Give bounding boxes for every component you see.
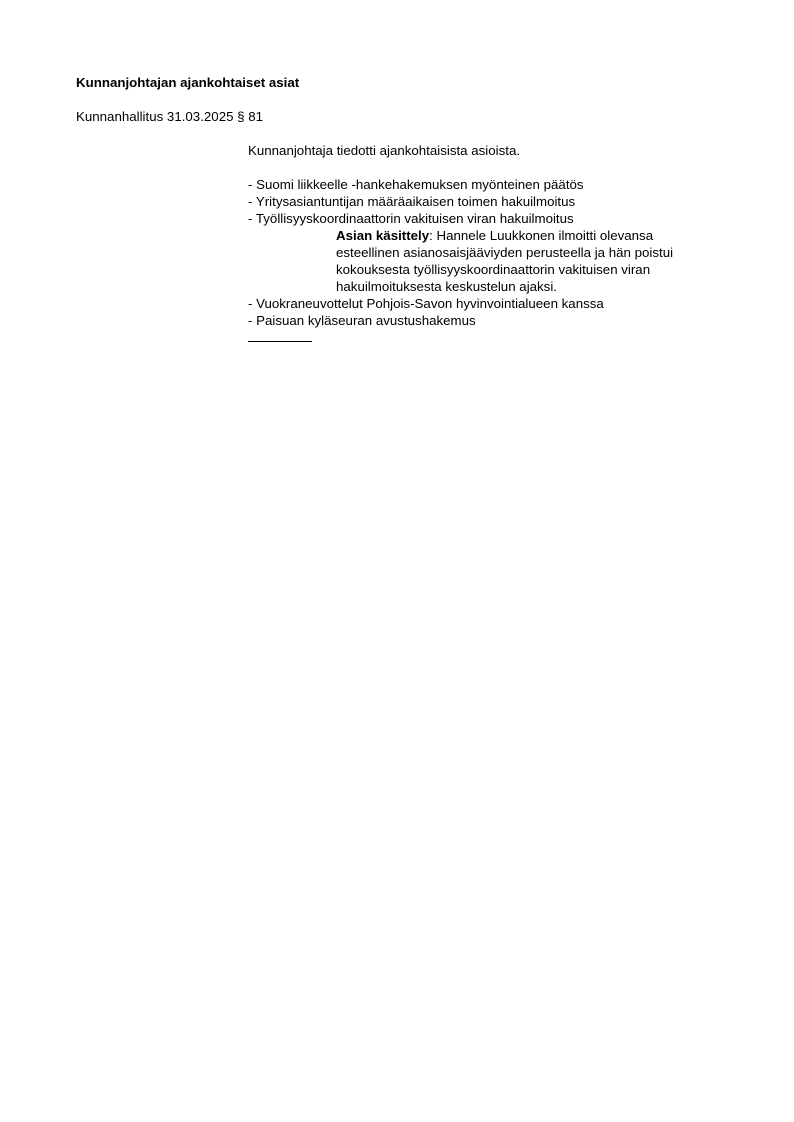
document-body <box>248 142 728 342</box>
document-title: Kunnanjohtajan ajankohtaiset asiat <box>76 75 300 90</box>
intro-paragraph: Kunnanjohtaja tiedotti ajankohtaisista asioista. <box>248 143 521 158</box>
meeting-reference: Kunnanhallitus 31.03.2025 § 81 <box>76 109 264 124</box>
announcement-list-continued <box>248 295 728 329</box>
handling-note <box>336 227 716 295</box>
handling-note-text: : Hannele Luukkonen ilmoitti olevansa esteellinen asianosaisjääviyden perusteella ja hän poistui kokouksesta työllisyyskoordinaattorin vakituisen viran hakuilmoituksesta keskustelun ajaksi. <box>336 228 674 294</box>
handling-note-label: Asian käsittely <box>336 228 430 243</box>
list-item: - Paisuan kyläseuran avustushakemus <box>248 313 476 328</box>
announcement-list <box>248 176 728 227</box>
list-item: - Työllisyyskoordinaattorin vakituisen viran hakuilmoitus <box>248 211 574 226</box>
list-item: - Yritysasiantuntijan määräaikaisen toimen hakuilmoitus <box>248 194 576 209</box>
end-rule-divider <box>248 341 312 342</box>
list-item: - Vuokraneuvottelut Pohjois-Savon hyvinvointialueen kanssa <box>248 296 604 311</box>
list-item: - Suomi liikkeelle -hankehakemuksen myönteinen päätös <box>248 177 584 192</box>
